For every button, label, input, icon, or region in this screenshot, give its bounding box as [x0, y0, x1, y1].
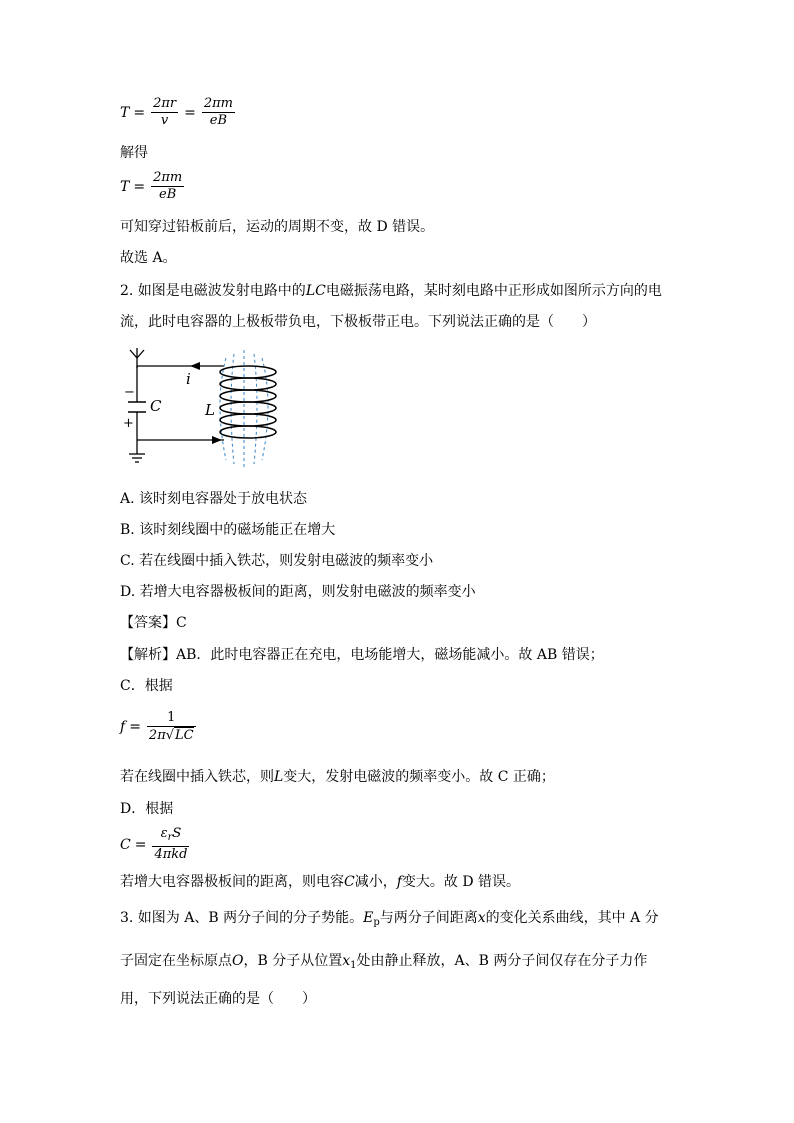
q2-c-concl-a: 若在线圈中插入铁芯，则: [120, 769, 274, 785]
inductor-label: L: [205, 401, 215, 419]
current-arrow-top: [190, 362, 200, 370]
eq1-f1-numerator: 2πr: [153, 96, 177, 111]
q3-stem-line-3: 用，下列说法正确的是（ ）: [120, 991, 316, 1007]
eqc-eps-sub: r: [167, 832, 173, 843]
q3-line2-a: 子固定在坐标原点: [120, 953, 232, 969]
eqc-numerator: [152, 826, 189, 847]
capacitor: [128, 402, 146, 412]
q3-stem-line-1: [120, 909, 659, 932]
minus-sign: −: [124, 385, 135, 400]
capacitor-label: C: [150, 397, 162, 415]
q3-line1-ep-sub: p: [373, 917, 380, 928]
q2-d-concl-b: 减小，: [354, 874, 397, 890]
eq1-fraction-1: [151, 96, 178, 129]
q2-line1-part-b: 电磁振荡电路，某时刻电路中正形成如图所示方向的电: [325, 283, 662, 299]
eq2-lhs: T: [120, 178, 130, 195]
q2-c-concl-l: L: [274, 769, 284, 785]
eqf-den-prefix: 2π: [148, 728, 166, 743]
q2-answer: 【答案】C: [120, 615, 187, 631]
eq1-equals-1: =: [133, 104, 146, 121]
current-label: i: [186, 370, 191, 388]
eqc-lhs: C: [120, 836, 131, 853]
q2-line1-part-a: 2. 如图是电磁波发射电路中的: [120, 283, 306, 299]
q3-line2-c: 处由静止释放，A、B 两分子间仅存在分子力作: [356, 953, 648, 969]
q2-stem-line-2: 流，此时电容器的上极板带负电，下极板带正电。下列说法正确的是（ ）: [120, 314, 596, 330]
eqf-den-root: LC: [175, 728, 194, 743]
eq1-f2-denominator: eB: [209, 113, 228, 128]
q3-line2-x: x: [342, 953, 351, 969]
text-jiede: 解得: [120, 145, 148, 161]
equation-frequency: [120, 710, 198, 744]
text-period-d: 可知穿过铅板前后，运动的周期不变，故 D 错误。: [120, 219, 435, 235]
q2-c-concl-b: 变大，发射电磁波的频率变小。故 C 正确；: [283, 769, 555, 785]
eq1-lhs: T: [120, 104, 130, 121]
q2-d-concl-c2: 变大。故 D 错误。: [401, 874, 521, 890]
eqf-fraction: [147, 710, 196, 744]
q2-d-concl-a: 若增大电容器极板间的距离，则电容: [120, 874, 344, 890]
eqf-numerator: 1: [147, 710, 196, 727]
q2-d-concl-c: C: [344, 874, 355, 890]
q3-line1-x: x: [477, 910, 486, 926]
text-choose-a: 故选 A。: [120, 250, 177, 266]
equation-capacitance: [120, 826, 191, 863]
eq2-denominator: eB: [159, 187, 177, 202]
eq1-f2-numerator: 2πm: [203, 96, 233, 111]
q3-line1-c: 的变化关系曲线，其中 A 分: [485, 910, 659, 926]
q3-line2-b: ，B 分子从位置: [243, 953, 343, 969]
q3-line1-a: 3. 如图为 A、B 两分子间的分子势能。: [120, 910, 364, 926]
plus-sign: +: [123, 416, 134, 431]
q2-line1-lc: LC: [305, 283, 326, 299]
q2-d-basis: D．根据: [120, 801, 174, 817]
lc-circuit-figure: [118, 344, 288, 474]
eqf-equals: =: [129, 719, 141, 735]
q3-line1-b: 与两分子间距离: [379, 910, 478, 926]
equation-period-1: [120, 96, 237, 129]
eq2-equals: =: [133, 178, 146, 195]
ground-icon: [129, 454, 145, 462]
eqc-equals: =: [134, 836, 147, 853]
eqf-denominator: 2π√LC: [148, 728, 194, 743]
q3-line2-x-sub: 1: [350, 960, 357, 971]
q2-stem-line-1: [120, 282, 662, 300]
eq1-fraction-2: [202, 96, 235, 129]
q3-stem-line-2: [120, 952, 647, 975]
eqf-lhs: f: [120, 719, 126, 735]
top-wire: [137, 366, 224, 388]
q2-d-concl-f: f: [396, 874, 402, 890]
eqc-eps: ε: [160, 826, 168, 841]
q3-line1-ep: E: [363, 910, 374, 926]
q3-line2-o: O: [232, 953, 244, 969]
eq1-f1-denominator: v: [160, 113, 169, 128]
q2-option-b: B. 该时刻线圈中的磁场能正在增大: [120, 522, 336, 538]
antenna-icon: [130, 348, 144, 368]
q2-analysis-ab: 【解析】AB．此时电容器正在充电，电场能增大，磁场能减小。故 AB 错误；: [120, 647, 604, 663]
eq1-equals-2: =: [184, 104, 196, 121]
q2-d-conclusion: [120, 873, 520, 891]
q2-c-conclusion: [120, 768, 555, 786]
q2-option-d: D. 若增大电容器极板间的距离，则发射电磁波的频率变小: [120, 584, 476, 600]
q2-option-a: A. 该时刻电容器处于放电状态: [120, 491, 308, 507]
q2-c-basis: C．根据: [120, 678, 173, 694]
equation-period-2: [120, 170, 186, 203]
eq2-numerator: 2πm: [153, 170, 183, 185]
eq2-fraction: [151, 170, 184, 203]
q2-option-c: C. 若在线圈中插入铁芯，则发射电磁波的频率变小: [120, 553, 434, 569]
current-arrow-bottom: [212, 436, 222, 444]
eqc-fraction: [152, 826, 189, 863]
eqc-s: S: [172, 826, 182, 841]
eqc-denominator: 4πkd: [154, 847, 188, 862]
